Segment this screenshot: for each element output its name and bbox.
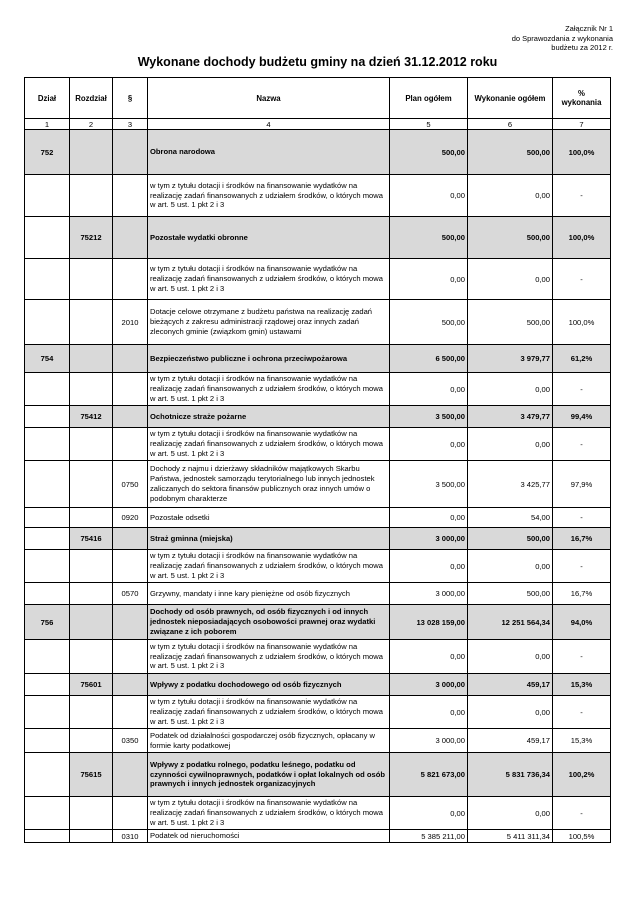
cell-rozdzial: [70, 830, 113, 843]
cell-dzial: [25, 753, 70, 797]
cell-nazwa: w tym z tytułu dotacji i środków na finansowanie wydatków na realizację zadań finansowanych z udziałem środków, o których mowa w art. 5 ust. 1 pkt 2 i 3: [148, 550, 390, 583]
annex-line: Załącznik Nr 1: [565, 24, 613, 33]
cell-nazwa: Podatek od działalności gospodarczej osób fizycznych, opłacany w formie karty podatkowej: [148, 729, 390, 753]
cell-wykonanie: 500,00: [468, 583, 553, 605]
cell-plan: 5 385 211,00: [390, 830, 468, 843]
header-plan: Plan ogółem: [390, 78, 468, 119]
cell-procent: 100,0%: [553, 217, 611, 259]
cell-procent: -: [553, 428, 611, 461]
cell-procent: -: [553, 797, 611, 830]
cell-procent: 100,0%: [553, 130, 611, 175]
cell-rozdzial: 75412: [70, 406, 113, 428]
cell-plan: 0,00: [390, 640, 468, 674]
cell-paragraf: 2010: [113, 300, 148, 345]
cell-wykonanie: 0,00: [468, 373, 553, 406]
cell-nazwa: Bezpieczeństwo publiczne i ochrona przeciwpożarowa: [148, 345, 390, 373]
cell-wykonanie: 3 425,77: [468, 461, 553, 508]
cell-paragraf: [113, 753, 148, 797]
cell-nazwa: w tym z tytułu dotacji i środków na finansowanie wydatków na realizację zadań finansowanych z udziałem środków, o których mowa w art. 5 ust. 1 pkt 2 i 3: [148, 259, 390, 300]
header-dzial: Dział: [25, 78, 70, 119]
cell-wykonanie: 3 479,77: [468, 406, 553, 428]
cell-rozdzial: [70, 797, 113, 830]
cell-dzial: [25, 508, 70, 528]
cell-procent: 61,2%: [553, 345, 611, 373]
cell-nazwa: Pozostałe wydatki obronne: [148, 217, 390, 259]
cell-procent: -: [553, 259, 611, 300]
cell-plan: 3 500,00: [390, 461, 468, 508]
cell-rozdzial: [70, 640, 113, 674]
table-row: [25, 550, 611, 583]
cell-plan: 0,00: [390, 550, 468, 583]
cell-paragraf: [113, 406, 148, 428]
cell-procent: -: [553, 373, 611, 406]
cell-procent: -: [553, 550, 611, 583]
cell-nazwa: w tym z tytułu dotacji i środków na finansowanie wydatków na realizację zadań finansowanych z udziałem środków, o których mowa w art. 5 ust. 1 pkt 2 i 3: [148, 696, 390, 729]
table-row: [25, 259, 611, 300]
cell-rozdzial: [70, 729, 113, 753]
cell-dzial: [25, 550, 70, 583]
cell-wykonanie: 0,00: [468, 696, 553, 729]
cell-procent: 100,5%: [553, 830, 611, 843]
header-row: [25, 78, 611, 119]
annex-line: do Sprawozdania z wykonania: [511, 33, 613, 43]
cell-procent: -: [553, 175, 611, 217]
cell-paragraf: [113, 345, 148, 373]
cell-paragraf: 0570: [113, 583, 148, 605]
cell-plan: 5 821 673,00: [390, 753, 468, 797]
cell-wykonanie: 54,00: [468, 508, 553, 528]
table-row-rozdzial: [25, 753, 611, 797]
cell-plan: 0,00: [390, 797, 468, 830]
cell-paragraf: [113, 373, 148, 406]
cell-dzial: [25, 583, 70, 605]
annex-note: [512, 24, 613, 53]
table-row: [25, 696, 611, 729]
cell-nazwa: w tym z tytułu dotacji i środków na finansowanie wydatków na realizację zadań finansowanych z udziałem środków, o których mowa w art. 5 ust. 1 pkt 2 i 3: [148, 175, 390, 217]
table-row-rozdzial: [25, 528, 611, 550]
cell-dzial: [25, 300, 70, 345]
cell-plan: 500,00: [390, 217, 468, 259]
cell-rozdzial: [70, 373, 113, 406]
cell-wykonanie: 0,00: [468, 550, 553, 583]
column-number: 1: [25, 119, 70, 130]
cell-wykonanie: 500,00: [468, 130, 553, 175]
header-procent-line1: %: [578, 89, 585, 98]
cell-wykonanie: 0,00: [468, 640, 553, 674]
cell-procent: 15,3%: [553, 674, 611, 696]
cell-rozdzial: [70, 428, 113, 461]
cell-paragraf: [113, 175, 148, 217]
cell-rozdzial: [70, 175, 113, 217]
column-number: 3: [113, 119, 148, 130]
cell-paragraf: 0920: [113, 508, 148, 528]
cell-paragraf: 0750: [113, 461, 148, 508]
cell-plan: 6 500,00: [390, 345, 468, 373]
cell-dzial: [25, 428, 70, 461]
cell-plan: 3 000,00: [390, 674, 468, 696]
cell-dzial: [25, 461, 70, 508]
table-row-rozdzial: [25, 674, 611, 696]
cell-plan: 0,00: [390, 259, 468, 300]
cell-nazwa: w tym z tytułu dotacji i środków na finansowanie wydatków na realizację zadań finansowanych z udziałem środków, o których mowa w art. 5 ust. 1 pkt 2 i 3: [148, 428, 390, 461]
cell-rozdzial: [70, 300, 113, 345]
column-number: 2: [70, 119, 113, 130]
table-row: [25, 729, 611, 753]
cell-wykonanie: 500,00: [468, 528, 553, 550]
cell-procent: 15,3%: [553, 729, 611, 753]
cell-nazwa: Wpływy z podatku dochodowego od osób fizycznych: [148, 674, 390, 696]
table-row-rozdzial: [25, 406, 611, 428]
cell-dzial: [25, 729, 70, 753]
column-number: 5: [390, 119, 468, 130]
page-title: Wykonane dochody budżetu gminy na dzień 31.12.2012 roku: [137, 55, 498, 69]
header-procent-line2: wykonania: [561, 98, 602, 107]
cell-rozdzial: [70, 583, 113, 605]
header-procent: [553, 78, 611, 119]
cell-wykonanie: 5 831 736,34: [468, 753, 553, 797]
cell-plan: 3 500,00: [390, 406, 468, 428]
cell-paragraf: [113, 528, 148, 550]
cell-plan: 0,00: [390, 428, 468, 461]
cell-dzial: [25, 217, 70, 259]
cell-plan: 13 028 159,00: [390, 605, 468, 640]
cell-plan: 500,00: [390, 300, 468, 345]
cell-procent: -: [553, 696, 611, 729]
cell-nazwa: Grzywny, mandaty i inne kary pieniężne od osób fizycznych: [148, 583, 390, 605]
table-row: [25, 640, 611, 674]
table-row-dzial: [25, 130, 611, 175]
cell-rozdzial: [70, 345, 113, 373]
cell-paragraf: [113, 640, 148, 674]
table-row: [25, 300, 611, 345]
cell-paragraf: [113, 550, 148, 583]
cell-rozdzial: [70, 130, 113, 175]
table-row-dzial: [25, 345, 611, 373]
cell-dzial: [25, 259, 70, 300]
table-row: [25, 830, 611, 843]
cell-procent: 94,0%: [553, 605, 611, 640]
header-rozdzial: Rozdział: [70, 78, 113, 119]
cell-rozdzial: 75212: [70, 217, 113, 259]
cell-paragraf: [113, 674, 148, 696]
header-paragraf: §: [113, 78, 148, 119]
cell-procent: 16,7%: [553, 583, 611, 605]
cell-plan: 0,00: [390, 175, 468, 217]
cell-rozdzial: [70, 550, 113, 583]
cell-wykonanie: 5 411 311,34: [468, 830, 553, 843]
cell-procent: 100,0%: [553, 300, 611, 345]
cell-rozdzial: 75416: [70, 528, 113, 550]
column-number: 4: [148, 119, 390, 130]
cell-dzial: [25, 674, 70, 696]
table-row: [25, 797, 611, 830]
cell-paragraf: 0310: [113, 830, 148, 843]
cell-nazwa: Obrona narodowa: [148, 130, 390, 175]
cell-wykonanie: 0,00: [468, 175, 553, 217]
cell-paragraf: 0350: [113, 729, 148, 753]
cell-wykonanie: 459,17: [468, 674, 553, 696]
cell-plan: 3 000,00: [390, 583, 468, 605]
cell-paragraf: [113, 259, 148, 300]
cell-dzial: [25, 175, 70, 217]
cell-plan: 3 000,00: [390, 528, 468, 550]
cell-rozdzial: [70, 508, 113, 528]
cell-wykonanie: 0,00: [468, 259, 553, 300]
cell-wykonanie: 3 979,77: [468, 345, 553, 373]
cell-wykonanie: 0,00: [468, 428, 553, 461]
cell-procent: -: [553, 508, 611, 528]
cell-procent: 16,7%: [553, 528, 611, 550]
cell-procent: -: [553, 640, 611, 674]
cell-rozdzial: [70, 605, 113, 640]
cell-wykonanie: 500,00: [468, 300, 553, 345]
cell-dzial: [25, 373, 70, 406]
cell-wykonanie: 500,00: [468, 217, 553, 259]
cell-dzial: [25, 797, 70, 830]
cell-dzial: [25, 830, 70, 843]
cell-rozdzial: 75615: [70, 753, 113, 797]
cell-procent: 97,9%: [553, 461, 611, 508]
cell-nazwa: Dochody od osób prawnych, od osób fizycznych i od innych jednostek nieposiadających osobowości prawnej oraz wydatki związane z ich poborem: [148, 605, 390, 640]
cell-nazwa: Ochotnicze straże pożarne: [148, 406, 390, 428]
cell-nazwa: Wpływy z podatku rolnego, podatku leśnego, podatku od czynności cywilnoprawnych, podatków i opłat lokalnych od osób prawnych i innych jednostek organizacyjnych: [148, 753, 390, 797]
table-row: [25, 583, 611, 605]
cell-paragraf: [113, 428, 148, 461]
column-number: 7: [553, 119, 611, 130]
cell-dzial: [25, 640, 70, 674]
cell-plan: 0,00: [390, 373, 468, 406]
cell-dzial: [25, 406, 70, 428]
cell-nazwa: w tym z tytułu dotacji i środków na finansowanie wydatków na realizację zadań finansowanych z udziałem środków, o których mowa w art. 5 ust. 1 pkt 2 i 3: [148, 797, 390, 830]
header-wykonanie: Wykonanie ogółem: [468, 78, 553, 119]
column-number: 6: [468, 119, 553, 130]
cell-nazwa: w tym z tytułu dotacji i środków na finansowanie wydatków na realizację zadań finansowanych z udziałem środków, o których mowa w art. 5 ust. 1 pkt 2 i 3: [148, 373, 390, 406]
revenue-table: [24, 77, 611, 843]
cell-dzial: 756: [25, 605, 70, 640]
annex-line: budżetu za 2012 r.: [551, 43, 613, 52]
cell-paragraf: [113, 797, 148, 830]
cell-nazwa: Pozostałe odsetki: [148, 508, 390, 528]
cell-rozdzial: [70, 696, 113, 729]
cell-wykonanie: 459,17: [468, 729, 553, 753]
cell-wykonanie: 12 251 564,34: [468, 605, 553, 640]
cell-paragraf: [113, 217, 148, 259]
cell-nazwa: Podatek od nieruchomości: [148, 830, 390, 843]
cell-plan: 0,00: [390, 696, 468, 729]
table-row: [25, 508, 611, 528]
cell-nazwa: Dotacje celowe otrzymane z budżetu państwa na realizację zadań bieżących z zakresu administracji rządowej oraz innych zadań zleconych gminie (związkom gmin) ustawami: [148, 300, 390, 345]
cell-nazwa: Dochody z najmu i dzierżawy składników majątkowych Skarbu Państwa, jednostek samorządu terytorialnego lub innych jednostek zaliczanych do sektora finansów publicznych oraz innych umów o podobnym charakterze: [148, 461, 390, 508]
cell-nazwa: w tym z tytułu dotacji i środków na finansowanie wydatków na realizację zadań finansowanych z udziałem środków, o których mowa w art. 5 ust. 1 pkt 2 i 3: [148, 640, 390, 674]
cell-dzial: [25, 696, 70, 729]
cell-rozdzial: [70, 259, 113, 300]
table-row-dzial: [25, 605, 611, 640]
table-row: [25, 175, 611, 217]
cell-procent: 99,4%: [553, 406, 611, 428]
cell-nazwa: Straż gminna (miejska): [148, 528, 390, 550]
cell-plan: 3 000,00: [390, 729, 468, 753]
cell-dzial: 752: [25, 130, 70, 175]
table-row: [25, 373, 611, 406]
cell-paragraf: [113, 130, 148, 175]
cell-paragraf: [113, 696, 148, 729]
cell-rozdzial: 75601: [70, 674, 113, 696]
cell-plan: 0,00: [390, 508, 468, 528]
cell-rozdzial: [70, 461, 113, 508]
cell-wykonanie: 0,00: [468, 797, 553, 830]
cell-procent: 100,2%: [553, 753, 611, 797]
table-row: [25, 428, 611, 461]
header-nazwa: Nazwa: [148, 78, 390, 119]
table-row: [25, 461, 611, 508]
table-row-rozdzial: [25, 217, 611, 259]
cell-paragraf: [113, 605, 148, 640]
cell-dzial: 754: [25, 345, 70, 373]
cell-dzial: [25, 528, 70, 550]
cell-plan: 500,00: [390, 130, 468, 175]
column-number-row: [25, 119, 611, 130]
